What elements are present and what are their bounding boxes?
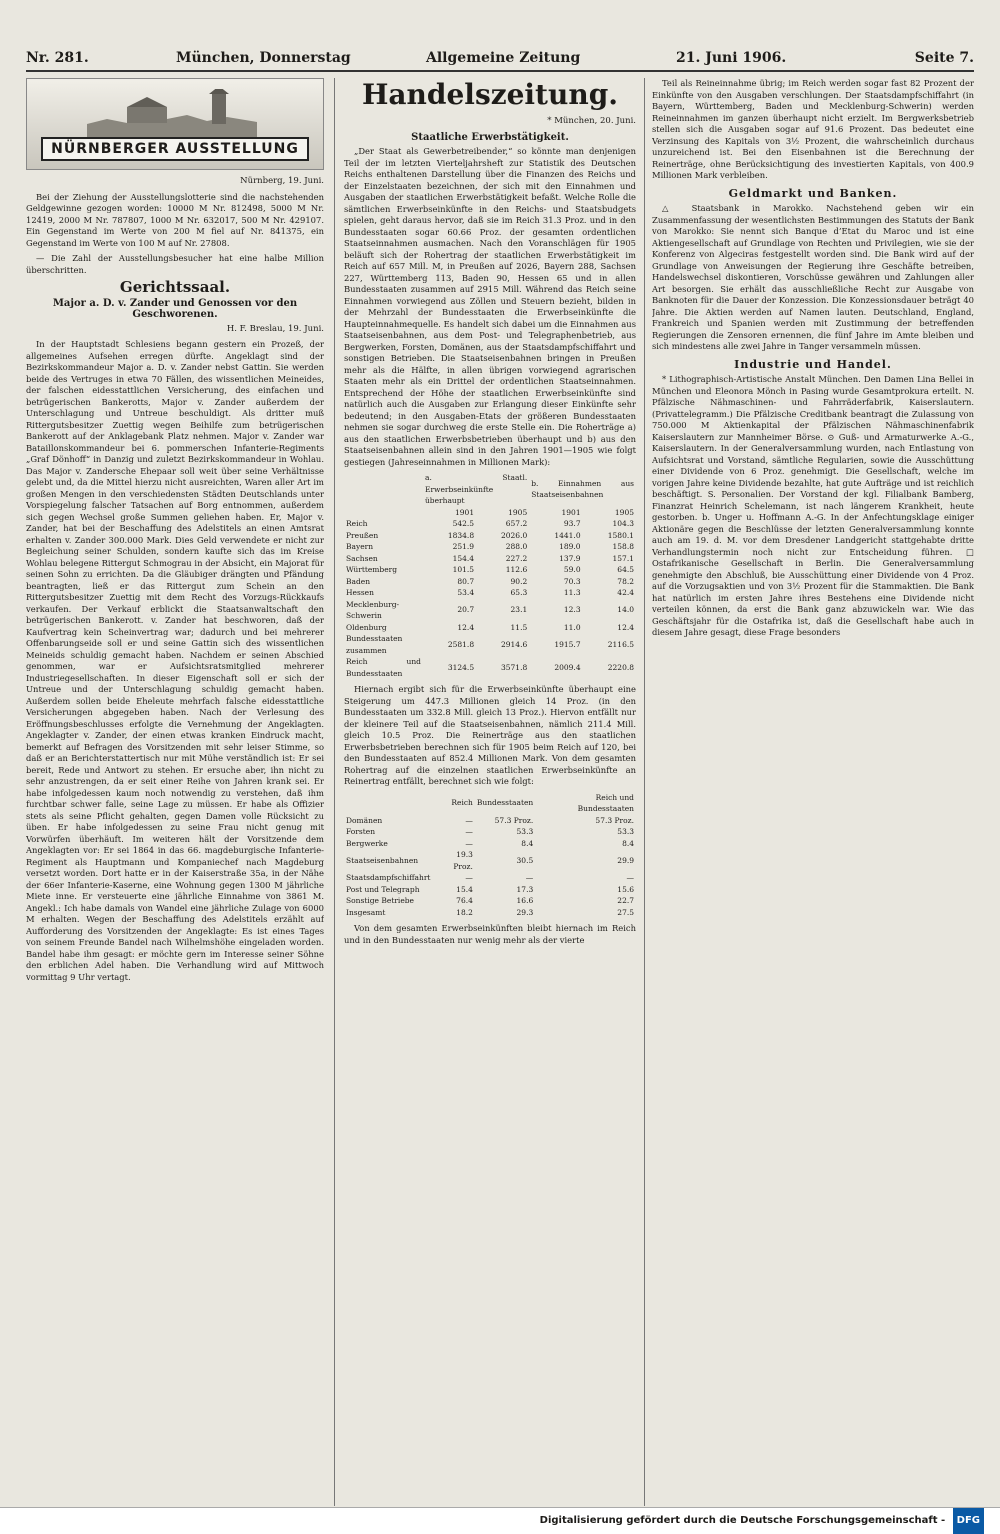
- table-cell: 227.2: [505, 553, 528, 563]
- table-cell: 57.3 Proz.: [595, 815, 634, 825]
- table-cell: 11.5: [510, 622, 528, 632]
- table-cell: 80.7: [457, 576, 475, 586]
- profit-table: [344, 792, 636, 919]
- table-row: [344, 633, 636, 656]
- table-cell: 53.3: [617, 827, 634, 836]
- table-cell: 23.1: [510, 605, 528, 615]
- masthead: [26, 48, 974, 72]
- row-label: Domänen: [346, 815, 383, 825]
- table-row: [344, 849, 636, 872]
- table-row: [344, 576, 636, 588]
- table-row: [344, 541, 636, 553]
- row-label: Sachsen: [346, 553, 378, 563]
- table-cell: 90.2: [510, 576, 528, 586]
- table-row: [344, 599, 636, 622]
- table-row: [344, 564, 636, 576]
- table-row: [344, 622, 636, 634]
- table-row: [344, 587, 636, 599]
- table-cell: 42.4: [617, 588, 634, 597]
- row-label: Insgesamt: [346, 907, 386, 917]
- table-header: a. Staatl. Erwerbseinkünfte überhaupt: [424, 473, 528, 505]
- table-cell: 137.9: [559, 553, 581, 563]
- dateline: H. F. Breslau, 19. Juni.: [226, 323, 324, 334]
- exhibition-banner: [26, 78, 324, 170]
- table-cell: —: [465, 815, 473, 825]
- table-cell: 14.0: [617, 605, 634, 615]
- row-label: Sonstige Betriebe: [346, 896, 414, 905]
- lottery-paragraph: Bei der Ziehung der Ausstellungslotterie sind die nachstehenden Geldgewinne gezogen worden: 10000 M Nr. 812498, 5000 M Nr. 12419, 2000 M Nr. 787807, 1000 M Nr. 632017, 500 M Nr. 429107. Ein Gegenstand im Werte von 200 M fiel auf Nr. 841375, ein Gegenstand im Werte von 100 M auf Nr. 27808.: [26, 191, 324, 248]
- table-cell: 2914.6: [500, 639, 528, 649]
- table-cell: 11.0: [563, 622, 581, 632]
- row-label: Reich: [346, 519, 368, 528]
- article-body: „Der Staat als Gewerbetreibender,“ so könnte man denjenigen Teil der im letzten Vierteljahrsheft zur Statistik des Deutschen Reichs enthaltenen Darstellung über die Finanzen des Reichs und der Einzelstaaten bezeichnen, der sich mit den Einnahmen und Ausgaben der staatlichen Erwerbstätigkeit befaßt. Welche Rolle die sämtlichen Erwerbseinkünfte in den Reichs- und Staatsbudgets spielen, geht daraus hervor, daß sie im Reich 31.3 Proz. und in den Bundesstaaten sogar 60.66 Proz. der gesamten ordentlichen Staatseinnahmen ausmachen. Nach den Voranschlägen für 1905 beläuft sich der Rohertrag der staatlichen Erwerbstätigkeit im Reich auf 657 Mill. M, in Preußen auf 2026, Bayern 288, Sachsen 227, Württemberg 113, Baden 90, Hessen 65 und in allen Bundesstaaten zusammen auf 2915 Mill. Während das Reich seine Einnahmen vorwiegend aus Zöllen und Steuern bezieht, bilden in der Mehrzahl der Bundesstaaten die Erwerbseinkünfte die Haupteinnahmequelle. Es handelt sich dabei um die Einnahmen aus Staatseisenbahnen, aus dem Post- und Telegraphenbetrieb, aus Bergwerken, Forsten, Domänen, aus der Staatsdampfschiffahrt und sonstigen Betrieben. Die Staatseisenbahnen bringen in Preußen mehr als die Hälfte, in allen übrigen vorwiegend agrarischen Staaten mehr als ein Drittel der ordentlichen Staatseinnahmen. Entsprechend der Höhe der staatlichen Erwerbseinkünfte sind natürlich auch die Ausgaben zur Erlangung dieser Einkünfte sehr bedeutend; in den Ausgaben-Etats der größeren Bundesstaaten nehmen sie sogar durchweg die erste Stelle ein. Die Roherträge a) aus den staatlichen Erwerbsbetrieben überhaupt und b) aus den Staatseisenbahnen allein sind in den Jahren 1901—1905 wie folgt gestiegen (Jahreseinnahmen in Millionen Mark):: [344, 146, 636, 467]
- table-cell: 12.4: [457, 622, 475, 632]
- row-label: Bayern: [346, 542, 374, 551]
- dfg-logo: DFG: [953, 1508, 984, 1534]
- court-report: In der Hauptstadt Schlesiens begann gestern ein Prozeß, der allgemeines Aufsehen erregen dürfte. Angeklagt sind der Bezirkskommandeur Major a. D. v. Zander nebst Gattin. Sie werden beide des Vertruges in etwa 70 Fällen, des wissentlichen Meineides, der falschen eidesstattlichen Versicherung, des einfachen und betrügerischen Bankerotts, Major v. Zander außerdem der Unterschlagung und Untreue beschuldigt. Als dritter muß Rittergutsbesitzer Zuettig wegen Beihilfe zum betrügerischen Bankerott auf der Anklagebank Platz nehmen. Major v. Zander war Bataillonskommandeur bei 6. pommerschen Infanterie-Regiments „Graf Dönhoff“ in Danzig und zuletzt Bezirkskommandeur in Wohlau. Das Major v. Zandersche Ehepaar soll weit über seine Verhältnisse gelebt und, da die Mittel hierzu nicht ausreichten, Waren aller Art im großen Mengen in den verschiedensten Städten Deutschlands unter Vorspiegelung falscher Tatsachen auf Borg entnommen, außerdem sich gegen Wechsel große Summen geliehen haben. Er, Major v. Zander, hat bei der Beschaffung des Adelstitels an einen Amtsrat erhalten v. Zander 300.000 Mark. Dies Geld verwendete er nicht zur Begleichung seiner Schulden, sondern kaufte sich das im Kreise Wohlau belegene Rittergut Schmograu in der Absicht, ein Majorat für seinen Sohn zu errichten. Da die Gläubiger drängten und Pfändung beantragten, ließ er das Rittergut zum Schein an den Rittergutsbesitzer Zuettig mit dem Recht des Vorzugs-Rückkaufs verkaufen. Der Verkauf erblickt die Staatsanwaltschaft den betrügerischen Bankerott. v. Zander hat beschworen, daß der Kaufvertrag kein Scheinvertrag war; dadurch und bei mehrerer Offenbarungseide soll er und seine Gattin sich des wissentlichen Meineids schuldig gemacht haben. Nachdem er seinen Abschied genommen, war er Aufsichtsratsmitglied mehrerer Industriegesellschaften. In dieser Eigenschaft soll er sich der Untreue und der Unterschlagung schuldig gemacht haben. Außerdem sollen beide Eheleute mehrfach falsche eidesstattliche Versicherungen abgegeben haben. Nach der Verlesung des Eröffnungsbeschlusses erfolgte die Vernehmung der Angeklagten. Angeklagter v. Zander, der einen etwas kranken Eindruck macht, bemerkt auf Befragen des Vorsitzenden mit sehr leiser Stimme, so daß er an Berichterstattertisch nur mit Mühe verständlich ist: Er sei bereit, Rede und Antwort zu stehen. Er ersuche aber, ihn nicht zu sehr anzustrengen, da er seit einer Reihe von Jahren krank sei. Er habe infolgedessen kaum noch notwendig zu verstehen, daß ihm furchtbar schwer falle, seine Lage zu müssen. Er habe als Offizier stets als seine Pflicht gehalten, gegen Damen volle Rücksicht zu üben. Er habe infolgedessen zu seine Frau nicht genug mit Vorwürfen überhäuft. Im weiteren hält der Vorsitzende dem Angeklagten vor: Er sei 1864 in das 66. magdeburgische Infanterie-Regiment als Hauptmann und Kompaniechef nach Magdeburg versetzt worden. Dort hatte er in der Kaiserstraße 35a, in der Nähe der 66er Infanterie-Kaserne, eine Wohnung gegen 1300 M jährliche Miete inne. Er versteuerte eine jährliche Einnahme von 3861 M. Angekl.: Ich habe damals von Wandel eine jährliche Zulage von 6000 M erhalten. Wegen der Beschaffung des Adelstitels erzählt auf Aufforderung des Vorsitzenden der Angeklagte: Es ist eines Tages von seinem Freunde Bandel nach Wilhelmshöhe eingeladen worden. Bandel habe ihm gesagt: er möchte gern im Interesse seiner Söhne den erblichen Adel haben. Die Verhandlung wird auf Mittwoch vormittag 9 Uhr vertagt.: [26, 339, 324, 982]
- dateline: * München, 20. Juni.: [547, 116, 636, 126]
- table-cell: —: [465, 873, 473, 882]
- column-right: [652, 78, 974, 1506]
- table-header: 1901: [561, 507, 581, 517]
- table-cell: 1580.1: [607, 530, 634, 540]
- table-cell: —: [525, 873, 534, 882]
- row-label: Staatseisenbahnen: [346, 855, 419, 865]
- table-cell: 16.6: [516, 896, 534, 905]
- article-body: Von dem gesamten Erwerbseinkünften bleibt hiernach im Reich und in den Bundesstaaten nur wenig mehr als der vierte: [344, 923, 636, 945]
- table-cell: 30.5: [516, 855, 534, 865]
- table-row: [344, 530, 636, 542]
- table-header: Reich: [451, 798, 473, 808]
- table-header: 1905: [508, 507, 528, 517]
- table-cell: 29.9: [617, 855, 634, 865]
- section-heading: Industrie und Handel.: [734, 357, 892, 371]
- table-cell: —: [465, 838, 473, 848]
- table-cell: 76.4: [456, 896, 473, 905]
- table-cell: 53.3: [516, 827, 534, 836]
- issue-date: 21. Juni 1906.: [676, 50, 787, 66]
- row-label: Preußen: [346, 530, 379, 540]
- article-body: Hiernach ergibt sich für die Erwerbseinkünfte überhaupt eine Steigerung um 447.3 Millionen gleich 14 Proz. (in den Bundesstaaten um 332.8 Mill. gleich 13 Proz.). Hiervon entfällt nur der kleinere Teil auf die Staatseisenbahnen, nämlich 211.4 Mill. gleich 10.5 Proz. Die Reinerträge aus den staatlichen Erwerbsbetrieben berechnen sich für 1905 beim Reich auf 120, bei den Bundesstaaten auf 852.4 Millionen Mark. Von dem gesamten Rohertrag auf die einzelnen staatlichen Erwerbseinkünfte an Reinertrag entfällt, berechnet sich wie folgt:: [344, 684, 636, 786]
- footer-text: Digitalisierung gefördert durch die Deutsche Forschungsgemeinschaft -: [539, 1515, 946, 1526]
- table-cell: 3571.8: [500, 662, 528, 672]
- table-cell: 11.3: [563, 588, 581, 597]
- table-cell: 104.3: [612, 519, 634, 528]
- article-body: △ Staatsbank in Marokko. Nachstehend geben wir ein Zusammenfassung der wesentlichsten Bestimmungen des Statuts der Bank von Marokko: Sie nennt sich Banque d’Etat du Maroc und ist eine Aktiengesellschaft auf Grundlage von Rechten und Privilegien, wie sie der Konferenz von Algeciras festgestellt worden sind. Die Bank wird auf der Grundlage von Anweisungen der Regierung ihre Geschäfte betreiben, Handelswechsel diskontieren, Vorschüsse gewähren und Zahlungen aller Art besorgen. Sie erhält das ausschließliche Recht zur Ausgabe von Banknoten für die Dauer der Konzession. Die Konzessionsdauer beträgt 40 Jahre. Die Aktien werden auf Namen lauten. Deutschland, England, Frankreich und Spanien werden mit Zustimmung der betreffenden Regierungen die Zensoren ernennen, die fünf Jahre im Amte bleiben und sich mindestens alle zwei Jahre in Tanger versammeln müssen.: [652, 203, 974, 351]
- column-rule: [644, 78, 645, 1506]
- table-cell: 2220.8: [607, 662, 634, 672]
- table-cell: 189.0: [559, 542, 581, 551]
- table-header: [344, 792, 432, 815]
- castle-illustration: [87, 89, 257, 139]
- column-rule: [334, 78, 335, 1506]
- article-subhead: Major a. D. v. Zander und Genossen vor den Geschworenen.: [52, 297, 298, 320]
- table-cell: 3124.5: [447, 662, 475, 672]
- digitization-footer: [0, 1507, 1000, 1534]
- table-row: [344, 656, 636, 679]
- table-cell: 65.3: [510, 588, 528, 597]
- table-cell: 542.5: [452, 519, 475, 528]
- table-cell: 27.5: [617, 907, 634, 917]
- table-header: b. Einnahmen aus Staatseisenbahnen: [531, 478, 634, 500]
- table-cell: 18.2: [456, 907, 473, 917]
- row-label: Post und Telegraph: [346, 884, 420, 894]
- table-cell: 112.6: [505, 565, 528, 574]
- row-label: Forsten: [346, 827, 376, 836]
- row-label: Württemberg: [346, 565, 398, 574]
- table-header: Reich und Bundesstaaten: [577, 792, 634, 813]
- row-label: Bundesstaaten zusammen: [346, 634, 403, 655]
- table-row: [344, 553, 636, 565]
- table-cell: 8.4: [521, 838, 534, 848]
- table-cell: 15.6: [617, 884, 634, 894]
- city-day: München, Donnerstag: [176, 50, 351, 66]
- row-label: Mecklenburg-Schwerin: [346, 599, 400, 620]
- table-cell: 158.8: [612, 542, 634, 551]
- issue-number: Nr. 281.: [26, 50, 89, 66]
- page-number: Seite 7.: [914, 50, 974, 66]
- row-label: Reich und Bundesstaaten: [346, 657, 421, 678]
- section-heading: Gerichtssaal.: [119, 278, 231, 296]
- dateline: Nürnberg, 19. Juni.: [240, 176, 324, 186]
- paper-name: Allgemeine Zeitung: [426, 50, 581, 66]
- table-row: [344, 895, 636, 907]
- table-header: [344, 472, 423, 507]
- table-cell: 57.3 Proz.: [494, 815, 534, 825]
- table-cell: 2116.5: [607, 639, 634, 649]
- table-cell: 2009.4: [554, 662, 581, 672]
- article-subhead: Staatliche Erwerbstätigkeit.: [411, 131, 569, 143]
- table-cell: 59.0: [563, 565, 581, 574]
- visitors-paragraph: — Die Zahl der Ausstellungsbesucher hat eine halbe Million überschritten.: [26, 253, 324, 275]
- table-cell: 15.4: [456, 884, 473, 894]
- table-cell: 157.1: [612, 553, 634, 563]
- table-header: 1901: [455, 507, 475, 517]
- table-cell: 1834.8: [447, 530, 475, 540]
- table-cell: 8.4: [622, 838, 634, 848]
- table-cell: 20.7: [457, 605, 475, 615]
- table-row: [344, 518, 636, 530]
- revenue-table: [344, 472, 636, 679]
- table-row: [344, 838, 636, 850]
- table-cell: 154.4: [452, 553, 475, 563]
- table-cell: 22.7: [617, 896, 634, 905]
- table-cell: —: [465, 827, 473, 836]
- row-label: Hessen: [346, 588, 374, 597]
- exhibition-title: NÜRNBERGER AUSSTELLUNG: [41, 137, 309, 161]
- table-cell: —: [626, 873, 634, 882]
- table-cell: 93.7: [563, 519, 581, 528]
- table-cell: 17.3: [516, 884, 534, 894]
- table-row: [344, 884, 636, 896]
- table-cell: 53.4: [457, 588, 475, 597]
- table-cell: 78.2: [617, 576, 634, 586]
- table-cell: 1441.0: [554, 530, 581, 540]
- table-cell: 19.3 Proz.: [453, 850, 473, 871]
- table-header: 1905: [614, 507, 634, 517]
- section-heading: Geldmarkt und Banken.: [728, 186, 898, 200]
- table-cell: 288.0: [505, 542, 528, 551]
- table-cell: 101.5: [452, 565, 475, 574]
- table-cell: 64.5: [617, 565, 634, 574]
- table-cell: 12.3: [563, 605, 581, 615]
- row-label: Staatsdampfschiffahrt: [346, 873, 431, 882]
- table-header: [344, 507, 423, 519]
- table-row: [344, 872, 636, 884]
- table-cell: 2581.8: [447, 639, 475, 649]
- article-body: * Lithographisch-Artistische Anstalt München. Den Damen Lina Bellei in München und Eleonora Mönch in Pasing wurde Gesamtprokura erteilt. N. Pfälzische Nähmaschinen- und Fahrräderfabrik, Kaiserslautern. (Privattelegramm.) Die Pfälzische Creditbank beantragt die Zulassung von 750.000 M Aktienkapital der Pfälzischen Nähmaschinenfabrik Kaiserslautern zur Mannheimer Börse. ⊙ Guß- und Armaturwerke A.-G., Kaiserslautern. In der Generalversammlung wurden, nach Entlastung von Aufsichtsrat und Vorstand, sämtliche Regularien, sowie die Ausschüttung einer Dividende von 6 Proz. genehmigt. Die Gesellschaft, welche im vorigen Jahre keine Dividende bezahlte, hat gute Aufträge und ist reichlich beschäftigt. S. Personalien. Der Vorstand der kgl. Filialbank Bamberg, Finanzrat Heinrich Schelemann, ist nach längerem Krankheit, heute gestorben. b. Unger u. Hoffmann A.-G. In der Anfechtungsklage einiger Aktionäre gegen die Beschlüsse der letzten Generalversammlung konnte auch am 19. d. M. vor dem Dresdener Landgericht stattgehabte dritte Verhandlungstermin noch nicht zur Entscheidung führen. □ Ostafrikanische Gesellschaft in Berlin. Die Generalversammlung genehmigte den Abschluß, bie Ausschüttung einer Dividende von 4 Proz. auf die Vorzugsaktien und von 3½ Prozent für die Stammaktien. Die Bank hat natürlich im ersten Jahre ihres Bestehens eine Dividende nicht verteilen können, da erst die Bank ganz abzuwickeln war. Wie das Geschäftsjahr für die Ostafrika ist, daß die Gesellschaft habe auch in diesem Jahre gesagt, diese Frage besonders: [652, 374, 974, 637]
- column-left: [26, 78, 324, 1506]
- column-middle: [344, 78, 636, 1506]
- table-header: Bundesstaaten: [476, 798, 534, 808]
- row-label: Bergwerke: [346, 838, 388, 848]
- section-title: Handelszeitung.: [361, 78, 619, 111]
- table-cell: 2026.0: [500, 530, 528, 540]
- table-row: [344, 826, 636, 838]
- table-cell: 1915.7: [554, 639, 581, 649]
- row-label: Oldenburg: [346, 622, 387, 632]
- table-cell: 29.3: [516, 907, 534, 917]
- row-label: Baden: [346, 576, 371, 586]
- table-cell: 251.9: [452, 542, 475, 551]
- table-cell: 12.4: [617, 622, 634, 632]
- table-row: [344, 907, 636, 919]
- table-row: [344, 815, 636, 827]
- table-cell: 70.3: [563, 576, 581, 586]
- article-body: Teil als Reineinnahme übrig; im Reich werden sogar fast 82 Prozent der Einkünfte von den Ausgaben verschlungen. Der Staatsdampfschiffahrt (in Bayern, Württemberg, Baden und Mecklenburg-Schwerin) werden Reineinnahmen im ganzen überhaupt nicht erzielt. Im Bergwerksbetrieb stellen sich die Ausgaben sogar auf 91.6 Prozent. Das bedeutet eine Verzinsung des Kapitals von 3½ Prozent, die wahrscheinlich durchaus unzureichend ist. Bei den Eisenbahnen ist die Berechnung der Reinerträge, ohne Berücksichtigung des investierten Kapitals, von 400.9 Millionen Mark verbleiben.: [652, 78, 974, 180]
- table-cell: 657.2: [505, 519, 528, 528]
